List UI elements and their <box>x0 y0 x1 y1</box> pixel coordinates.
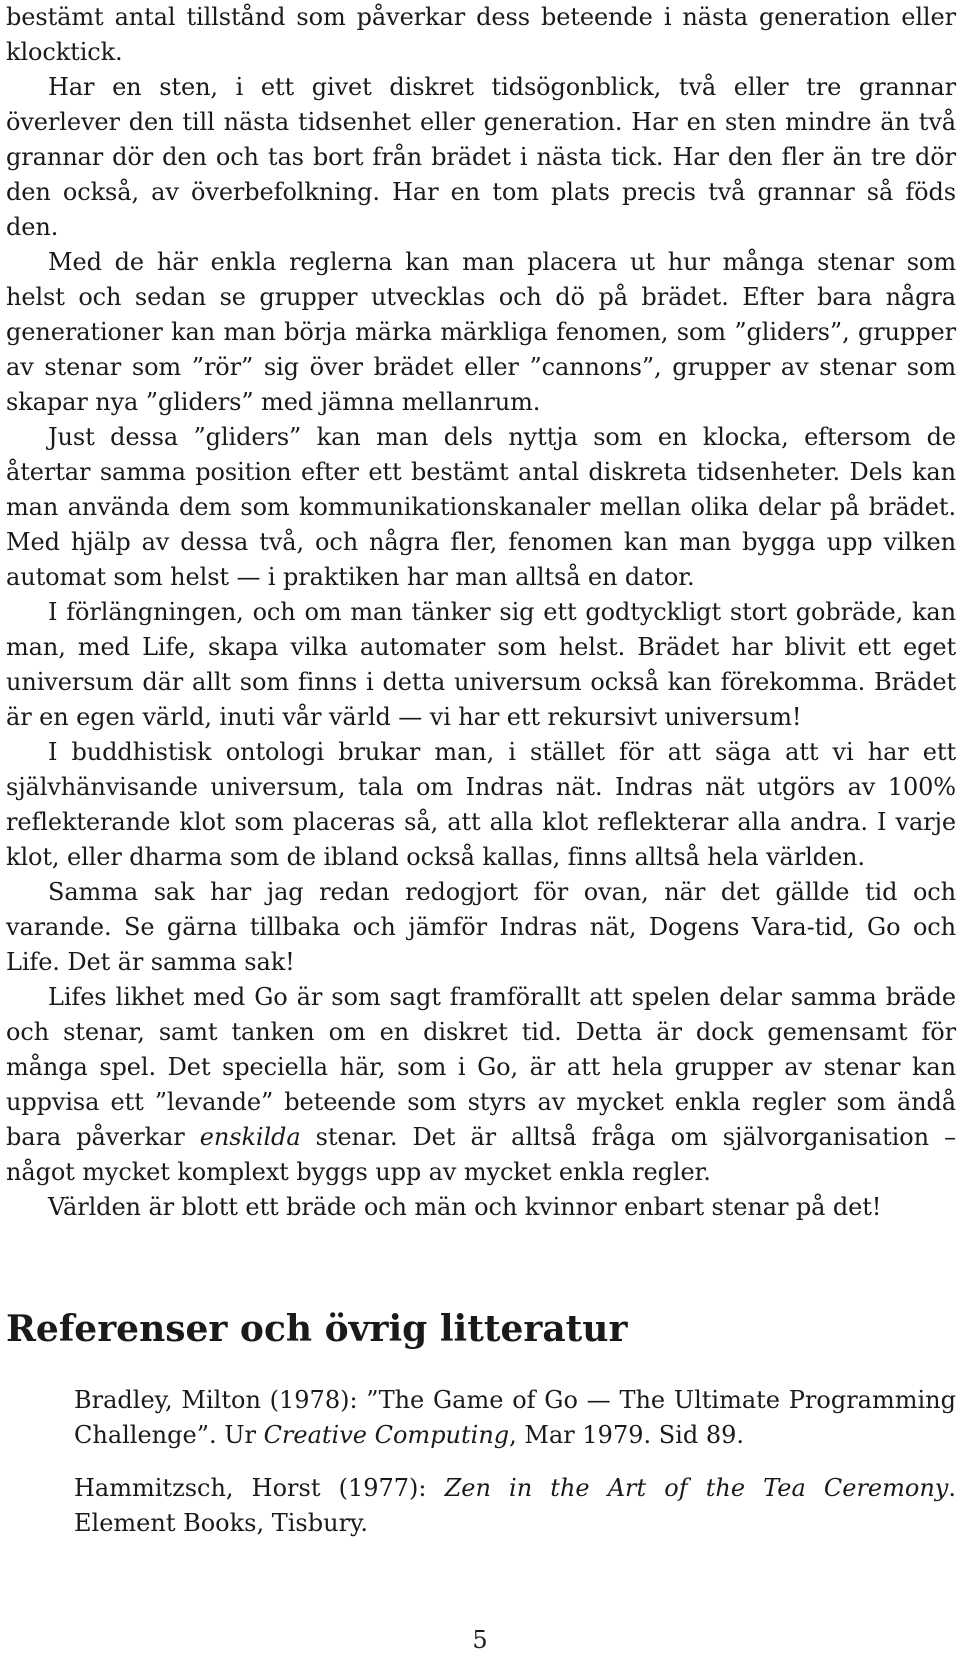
section-heading: Referenser och övrig litteratur <box>6 1308 628 1350</box>
reference-text: Hammitzsch, Horst (1977): <box>74 1474 445 1502</box>
paragraph: Med de här enkla reglerna kan man placera ut hur många stenar som helst och sedan se grupper utvecklas och dö på brädet. Efter bara några generationer kan man börja märka märkliga fenomen, som ”gliders”, grupper av stenar som ”rör” sig över brädet eller ”cannons”, grupper av stenar som skapar nya ”gliders” med jämna mellanrum. <box>6 248 956 416</box>
paragraph: Har en sten, i ett givet diskret tidsögonblick, två eller tre grannar överlever den till nästa tidsenhet eller generation. Har en sten mindre än två grannar dör den och tas bort från brädet i nästa tick. Har den fler än tre dör den också, av överbefolkning. Har en tom plats precis två grannar så föds den. <box>6 73 956 241</box>
reference-item <box>74 1383 956 1453</box>
emphasis-text: enskilda <box>199 1123 301 1151</box>
paragraph: Just dessa ”gliders” kan man dels nyttja som en klocka, eftersom de återtar samma position efter ett bestämt antal diskreta tidsenheter. Dels kan man använda dem som kommunikationskanaler mellan olika delar på brädet. Med hjälp av dessa två, och några fler, fenomen kan man bygga upp vilken automat som helst — i praktiken har man alltså en dator. <box>6 423 956 591</box>
reference-list <box>74 1383 956 1559</box>
reference-text: Bradley, Milton (1978): ”The Game of Go — The Ultimate Programming Challenge”. Ur <box>74 1386 956 1449</box>
paragraph: bestämt antal tillstånd som påverkar dess beteende i nästa generation eller klocktick. <box>6 3 956 66</box>
reference-title: Creative Computing <box>263 1421 510 1449</box>
reference-text: , Mar 1979. Sid 89. <box>509 1421 745 1449</box>
paragraph-text: Lifes likhet med Go är som sagt framförallt att spelen delar samma bräde och stenar, samt tanken om en diskret tid. Detta är dock gemensamt för många spel. Det speciella här, som i Go, är att hela grupper av stenar kan uppvisa ett ”levande” beteende som styrs av mycket enkla regler som ändå bara påverkar <box>6 983 956 1151</box>
page-number: 5 <box>472 1626 488 1654</box>
paragraph: I buddhistisk ontologi brukar man, i stället för att säga att vi har ett självhänvisande universum, tala om Indras nät. Indras nät utgörs av 100% reflekterande klot som placeras så, att alla klot reflekterar alla andra. I varje klot, eller dharma som de ibland också kallas, finns alltså hela världen. <box>6 738 956 871</box>
closing-paragraph: Världen är blott ett bräde och män och kvinnor enbart stenar på det! <box>48 1193 882 1221</box>
paragraph-lifes <box>6 980 956 1190</box>
reference-text: . Element Books, Tisbury. <box>74 1474 957 1537</box>
paragraph: Samma sak har jag redan redogjort för ovan, när det gällde tid och varande. Se gärna tillbaka och jämför Indras nät, Dogens Vara-tid, Go och Life. Det är samma sak! <box>6 878 956 976</box>
paragraph: I förlängningen, och om man tänker sig ett godtyckligt stort gobräde, kan man, med Life, skapa vilka automater som helst. Brädet har blivit ett eget universum där allt som finns i detta universum också kan förekomma. Brädet är en egen värld, inuti vår värld — vi har ett rekursivt universum! <box>6 598 956 731</box>
body-text <box>6 0 956 1225</box>
paragraph-text: stenar. Det är alltså fråga om självorganisation – något mycket komplext byggs upp av mycket enkla regler. <box>6 1123 956 1186</box>
reference-item <box>74 1471 956 1541</box>
reference-title: Zen in the Art of the Tea Ceremony <box>444 1474 949 1502</box>
